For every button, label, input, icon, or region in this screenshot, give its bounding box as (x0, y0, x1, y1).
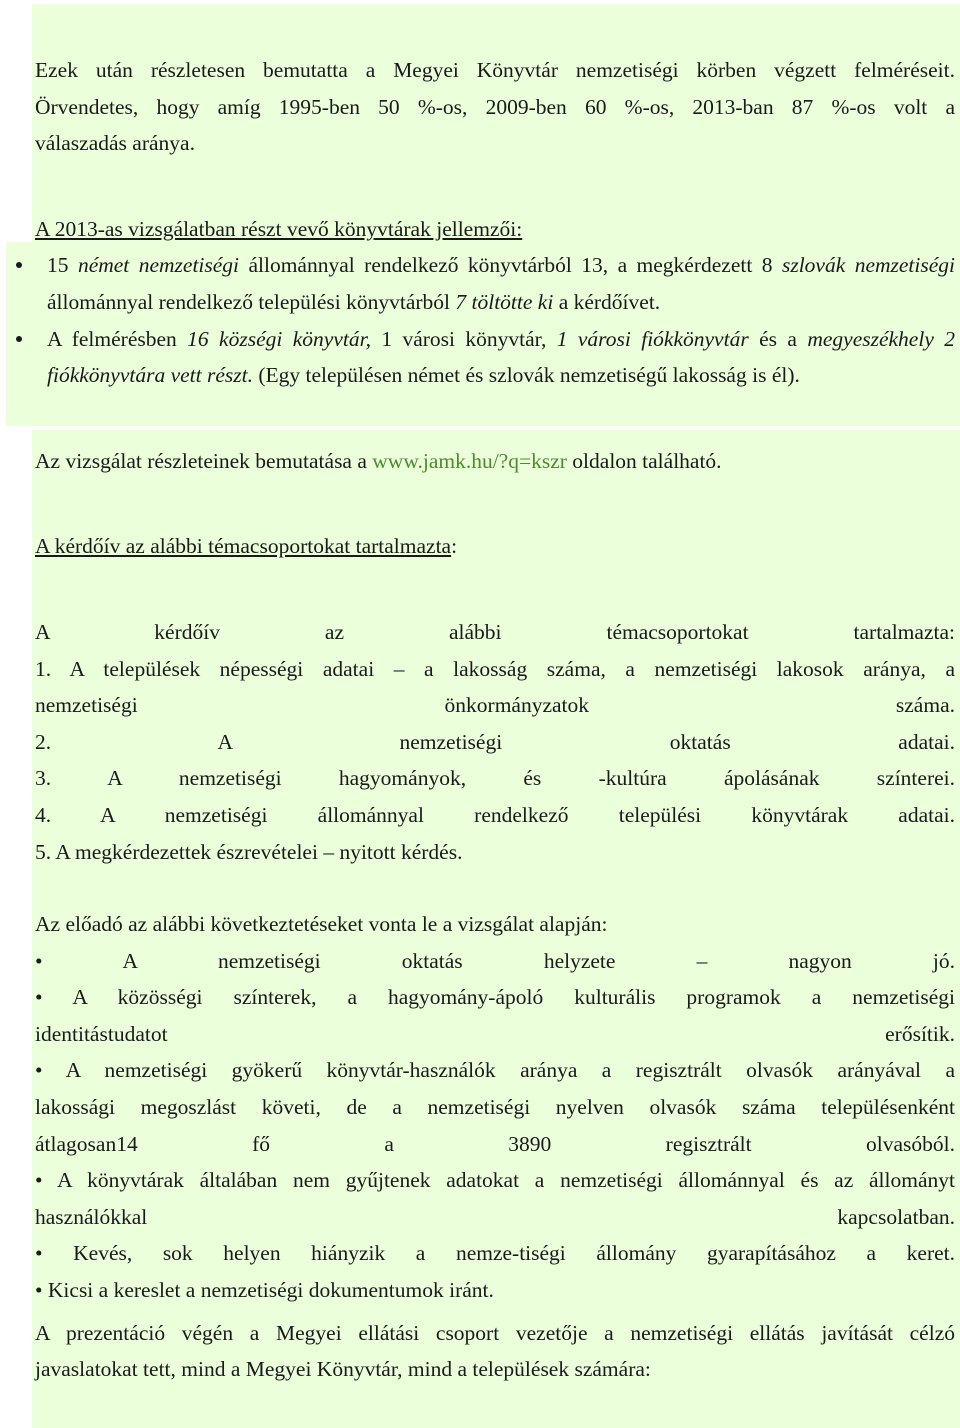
intro-line-2: Örvendetes, hogy amíg 1995-ben 50 %-os, 2009-ben 60 %-os, 2013-ban 87 %-os volt a (35, 94, 955, 119)
conclusions-intro: Az előadó az alábbi következtetéseket vonta le a vizsgálat alapján: (35, 912, 608, 937)
topic-2: 2. A nemzetiségi oktatás adatai. (35, 729, 955, 754)
details-link[interactable]: www.jamk.hu/?q=kszr (372, 448, 567, 473)
list-item: A felmérésben 16 községi könyvtár, 1 városi könyvtár, 1 városi fiókkönyvtár és a megyeszékhely 2 fiókkönyvtára vett részt. (Egy településen német és szlovák nemzetiségű lakosság is él). (11, 321, 955, 394)
topics-intro: A kérdőív az alábbi témacsoportokat tartalmazta: (35, 619, 955, 644)
survey-heading: A 2013-as vizsgálatban részt vevő könyvtárak jellemzői: (35, 216, 523, 241)
topic-5: 5. A megkérdezettek észrevételei – nyitott kérdés. (35, 839, 463, 864)
intro-line-3: válaszadás aránya. (35, 131, 195, 156)
conclusion-5: • Kevés, sok helyen hiányzik a nemze-tiségi állomány gyarapításához a keret. (35, 1241, 955, 1266)
intro-line-1: Ezek után részletesen bemutatta a Megyei Könyvtár nemzetiségi körben végzett felméréseit. (35, 58, 955, 82)
conclusion-6: • Kicsi a kereslet a nemzetiségi dokumentumok iránt. (35, 1278, 494, 1303)
closing-line-1: A prezentáció végén a Megyei ellátási csoport vezetője a nemzetiségi ellátás javítását célzó (35, 1320, 955, 1345)
document-content (35, 52, 955, 1388)
list-item: 15 német nemzetiségi állománnyal rendelkező könyvtárból 13, a megkérdezett 8 szlovák nemzetiségi állománnyal rendelkező települési könyvtárból 7 töltötte ki a kérdőívet. (11, 247, 955, 320)
conclusion-4-line-a: • A könyvtárak általában nem gyűjtenek adatokat a nemzetiségi állománnyal és az állományt (35, 1168, 955, 1193)
closing-line-2: javaslatokat tett, mind a Megyei Könyvtár, mind a települések számára: (35, 1357, 651, 1382)
topic-1-line-b: nemzetiségi önkormányzatok száma. (35, 693, 955, 718)
bullet-dot (16, 262, 22, 268)
bullet-dot (16, 336, 22, 342)
conclusion-3-line-c: átlagosan14 fő a 3890 regisztrált olvasóból. (35, 1131, 955, 1156)
topic-1-line-a: 1. A települések népességi adatai – a lakosság száma, a nemzetiségi lakosok aránya, a (35, 656, 955, 681)
conclusion-4-line-b: használókkal kapcsolatban. (35, 1204, 955, 1229)
details-paragraph: Az vizsgálat részleteinek bemutatása a www.jamk.hu/?q=kszr oldalon található. (35, 448, 722, 473)
topic-4: 4. A nemzetiségi állománnyal rendelkező települési könyvtárak adatai. (35, 802, 955, 827)
questionnaire-heading: A kérdőív az alábbi témacsoportokat tartalmazta: (35, 534, 458, 559)
conclusion-1: • A nemzetiségi oktatás helyzete – nagyon jó. (35, 948, 955, 973)
conclusion-3-line-b: lakossági megoszlást követi, de a nemzetiségi nyelven olvasók száma településenként (35, 1095, 955, 1120)
conclusion-2-line-b: identitástudatot erősítik. (35, 1021, 955, 1046)
conclusion-3-line-a: • A nemzetiségi gyökerű könyvtár-használók aránya a regisztrált olvasók arányával a (35, 1058, 955, 1083)
conclusion-2-line-a: • A közösségi színterek, a hagyomány-ápoló kulturális programok a nemzetiségi (35, 985, 955, 1010)
survey-bullet-list (11, 247, 955, 393)
topic-3: 3. A nemzetiségi hagyományok, és -kultúra ápolásának színterei. (35, 766, 955, 791)
